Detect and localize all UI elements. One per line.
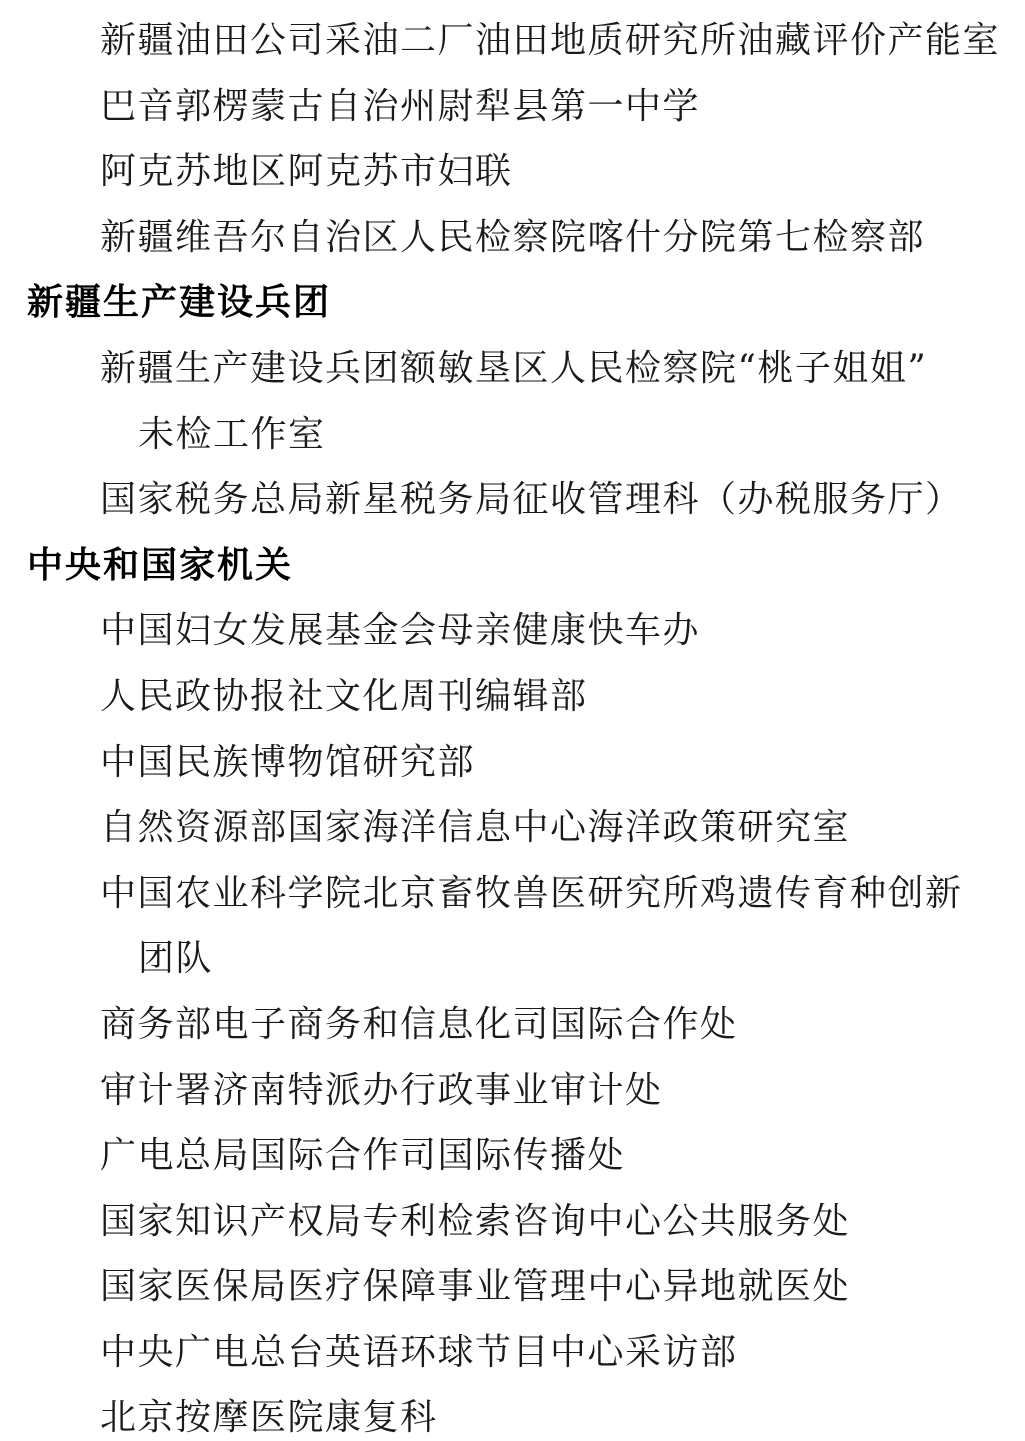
org-item-line: 巴音郭楞蒙古自治州尉犁县第一中学	[100, 85, 701, 127]
org-item-line: 国家税务总局新星税务局征收管理科（办税服务厅）	[100, 479, 963, 521]
org-item-line: 中国民族博物馆研究部	[100, 741, 476, 783]
section-heading: 新疆生产建设兵团	[27, 282, 332, 324]
org-item-line: 北京按摩医院康复科	[100, 1397, 438, 1439]
org-item-line: 人民政协报社文化周刊编辑部	[100, 675, 588, 717]
org-item-line: 新疆生产建设兵团额敏垦区人民检察院“桃子姐姐”	[100, 347, 928, 389]
org-item-line: 新疆维吾尔自治区人民检察院喀什分院第七检察部	[100, 216, 926, 258]
org-item-line: 阿克苏地区阿克苏市妇联	[100, 151, 513, 193]
org-item-line: 国家医保局医疗保障事业管理中心异地就医处	[100, 1266, 851, 1308]
org-item-line: 自然资源部国家海洋信息中心海洋政策研究室	[100, 807, 851, 849]
org-item-line: 中国妇女发展基金会母亲健康快车办	[100, 610, 701, 652]
org-item-line: 审计署济南特派办行政事业审计处	[100, 1069, 663, 1111]
org-item-line: 新疆油田公司采油二厂油田地质研究所油藏评价产能室	[100, 20, 1001, 61]
org-item-line: 广电总局国际合作司国际传播处	[100, 1135, 626, 1177]
org-item-line: 国家知识产权局专利检索咨询中心公共服务处	[100, 1200, 851, 1242]
org-item-continuation-line: 团队	[138, 938, 214, 980]
section-heading: 中央和国家机关	[27, 544, 294, 586]
org-item-continuation-line: 未检工作室	[138, 413, 326, 455]
org-item-line: 商务部电子商务和信息化司国际合作处	[100, 1003, 738, 1045]
org-item-line: 中央广电总台英语环球节目中心采访部	[100, 1331, 738, 1373]
org-item-line: 中国农业科学院北京畜牧兽医研究所鸡遗传育种创新	[100, 872, 963, 914]
